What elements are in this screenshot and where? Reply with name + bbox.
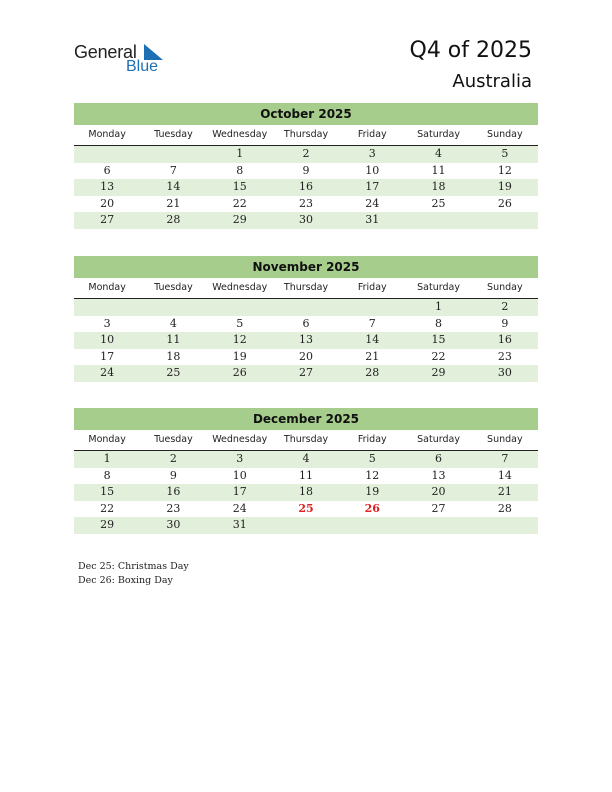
day-cell — [472, 212, 538, 229]
day-cell: 30 — [298, 213, 313, 227]
weekday-label: Saturday — [417, 282, 460, 293]
day-cell: 29 — [100, 518, 115, 532]
month-title: November 2025 — [74, 256, 538, 278]
week-row — [74, 196, 538, 213]
day-cell: 12 — [232, 333, 247, 347]
day-cell: 20 — [431, 485, 446, 499]
day-cell: 13 — [298, 333, 313, 347]
day-cell: 1 — [103, 452, 111, 465]
day-cell: 27 — [100, 213, 115, 227]
logo-text-blue: Blue — [126, 58, 159, 75]
weekday-label: Thursday — [283, 129, 329, 140]
weekday-label: Sunday — [487, 434, 523, 445]
day-cell — [472, 517, 538, 534]
day-cell — [273, 517, 339, 534]
day-cell: 4 — [302, 452, 310, 465]
day-cell: 17 — [232, 485, 247, 499]
day-cell: 17 — [365, 180, 380, 194]
week-row — [74, 468, 538, 485]
day-cell: 16 — [166, 485, 181, 499]
day-cell: 28 — [497, 501, 512, 515]
day-cell: 7 — [169, 163, 177, 177]
day-cell: 23 — [298, 196, 313, 210]
weekday-label: Thursday — [283, 434, 329, 445]
day-cell: 1 — [435, 300, 443, 313]
weekday-label: Wednesday — [212, 282, 268, 293]
brand-logo — [74, 42, 174, 76]
day-cell: 29 — [431, 366, 446, 380]
day-cell: 12 — [497, 163, 512, 177]
month-title: December 2025 — [74, 408, 538, 430]
day-cell: 2 — [302, 147, 310, 160]
weekday-label: Friday — [357, 434, 387, 445]
day-cell: 14 — [166, 180, 181, 194]
day-cell — [74, 146, 140, 163]
week-row — [74, 484, 538, 501]
day-cell: 2 — [169, 452, 177, 465]
day-cell: 18 — [431, 180, 446, 194]
weekday-label: Sunday — [487, 282, 523, 293]
weekday-label: Saturday — [417, 434, 460, 445]
day-cell: 30 — [497, 366, 512, 380]
day-cell — [140, 299, 206, 316]
day-cell: 19 — [232, 349, 247, 363]
day-cell: 11 — [166, 333, 181, 347]
day-cell: 1 — [236, 147, 244, 160]
day-cell: 12 — [365, 468, 380, 482]
weekday-label: Monday — [88, 434, 126, 445]
day-cell: 21 — [166, 196, 181, 210]
week-row — [74, 316, 538, 333]
day-cell: 24 — [232, 501, 247, 515]
day-cell: 9 — [302, 163, 310, 177]
day-cell: 21 — [497, 485, 512, 499]
day-cell: 4 — [169, 316, 177, 330]
weekday-label: Monday — [88, 129, 126, 140]
day-cell — [207, 299, 273, 316]
day-cell — [405, 517, 471, 534]
day-cell: 13 — [431, 468, 446, 482]
weekday-header-row — [74, 281, 538, 299]
week-row — [74, 299, 538, 316]
page-subtitle: Australia — [452, 71, 532, 92]
day-cell — [405, 212, 471, 229]
day-cell: 3 — [368, 147, 376, 160]
holiday-note: Dec 26: Boxing Day — [78, 574, 173, 586]
day-cell: 4 — [435, 147, 443, 160]
day-cell: 14 — [365, 333, 380, 347]
day-cell: 31 — [232, 518, 247, 532]
day-cell: 19 — [497, 180, 512, 194]
weekday-label: Monday — [88, 282, 126, 293]
day-cell: 22 — [431, 349, 446, 363]
day-cell: 18 — [166, 349, 181, 363]
day-cell: 26 — [232, 366, 247, 380]
weekday-header-row — [74, 433, 538, 451]
day-cell: 15 — [232, 180, 247, 194]
day-cell: 9 — [501, 316, 509, 330]
day-cell: 27 — [431, 501, 446, 515]
day-cell: 31 — [365, 213, 380, 227]
day-cell: 6 — [435, 452, 443, 465]
day-cell: 21 — [365, 349, 380, 363]
day-cell: 8 — [236, 163, 244, 177]
week-row — [74, 179, 538, 196]
month-calendar — [74, 103, 538, 229]
day-cell: 10 — [365, 163, 380, 177]
day-cell: 23 — [497, 349, 512, 363]
month-title: October 2025 — [74, 103, 538, 125]
week-row — [74, 501, 538, 518]
day-cell: 9 — [169, 468, 177, 482]
day-cell: 3 — [103, 316, 111, 330]
day-cell — [273, 299, 339, 316]
holiday-day-cell: 25 — [298, 501, 314, 515]
weekday-label: Tuesday — [154, 129, 193, 140]
day-cell: 22 — [100, 501, 115, 515]
day-cell: 15 — [100, 485, 115, 499]
weekday-label: Wednesday — [212, 129, 268, 140]
day-cell: 24 — [365, 196, 380, 210]
week-row — [74, 332, 538, 349]
week-row — [74, 349, 538, 366]
day-cell: 5 — [236, 316, 244, 330]
day-cell: 10 — [232, 468, 247, 482]
month-calendar — [74, 256, 538, 382]
day-cell: 25 — [431, 196, 446, 210]
day-cell: 28 — [166, 213, 181, 227]
day-cell: 28 — [365, 366, 380, 380]
day-cell: 29 — [232, 213, 247, 227]
week-row — [74, 163, 538, 180]
day-cell: 7 — [368, 316, 376, 330]
weekday-label: Friday — [357, 282, 387, 293]
day-cell: 8 — [435, 316, 443, 330]
day-cell: 8 — [103, 468, 111, 482]
day-cell: 23 — [166, 501, 181, 515]
holiday-note: Dec 25: Christmas Day — [78, 561, 189, 572]
week-row — [74, 212, 538, 229]
week-row — [74, 451, 538, 468]
day-cell: 24 — [100, 366, 115, 380]
day-cell: 2 — [501, 300, 509, 313]
weekday-label: Saturday — [417, 129, 460, 140]
day-cell — [339, 517, 405, 534]
day-cell: 5 — [501, 147, 509, 160]
day-cell: 7 — [501, 452, 509, 465]
day-cell: 20 — [100, 196, 115, 210]
weekday-label: Sunday — [487, 129, 523, 140]
weekday-label: Tuesday — [154, 282, 193, 293]
page-title: Q4 of 2025 — [409, 38, 532, 63]
month-calendar — [74, 408, 538, 534]
logo-text-general: General — [74, 42, 137, 62]
day-cell: 11 — [431, 163, 446, 177]
holiday-day-cell: 26 — [364, 501, 380, 515]
day-cell: 16 — [298, 180, 313, 194]
weekday-label: Tuesday — [154, 434, 193, 445]
weekday-label: Friday — [357, 129, 387, 140]
day-cell: 3 — [236, 452, 244, 465]
week-row — [74, 365, 538, 382]
day-cell: 30 — [166, 518, 181, 532]
weekday-header-row — [74, 128, 538, 146]
day-cell — [74, 299, 140, 316]
day-cell: 18 — [298, 485, 313, 499]
day-cell: 17 — [100, 349, 115, 363]
day-cell: 15 — [431, 333, 446, 347]
holiday-notes — [78, 560, 189, 587]
day-cell: 25 — [166, 366, 181, 380]
week-row — [74, 517, 538, 534]
day-cell: 6 — [302, 316, 310, 330]
day-cell: 22 — [232, 196, 247, 210]
day-cell: 6 — [103, 163, 111, 177]
day-cell — [140, 146, 206, 163]
day-cell: 26 — [497, 196, 512, 210]
day-cell: 19 — [365, 485, 380, 499]
day-cell: 11 — [298, 468, 313, 482]
day-cell: 16 — [497, 333, 512, 347]
week-row — [74, 146, 538, 163]
weekday-label: Wednesday — [212, 434, 268, 445]
day-cell: 14 — [497, 468, 512, 482]
day-cell — [339, 299, 405, 316]
day-cell: 10 — [100, 333, 115, 347]
day-cell: 27 — [298, 366, 313, 380]
day-cell: 5 — [368, 452, 376, 465]
weekday-label: Thursday — [283, 282, 329, 293]
day-cell: 20 — [298, 349, 313, 363]
day-cell: 13 — [100, 180, 115, 194]
